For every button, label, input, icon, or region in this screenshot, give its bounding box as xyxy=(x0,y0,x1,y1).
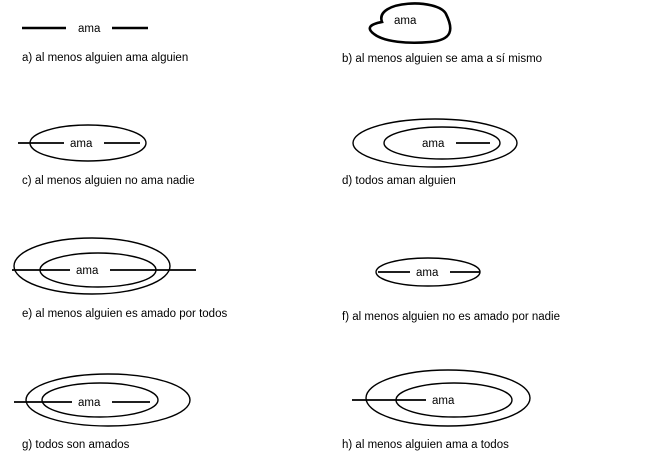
figure-label-f: ama xyxy=(416,267,439,279)
figure-caption-f: f) al menos alguien no es amado por nadie xyxy=(342,311,561,323)
figure-a xyxy=(0,8,320,52)
figure-cell-e xyxy=(0,232,320,322)
figure-label-b: ama xyxy=(394,15,417,27)
figure-label-d: ama xyxy=(422,138,445,150)
figure-h xyxy=(330,360,670,434)
figure-c xyxy=(0,118,320,172)
figure-cell-g xyxy=(0,368,320,458)
figure-label-c: ama xyxy=(70,138,93,150)
figure-cell-h xyxy=(330,360,670,456)
figure-caption-h: h) al menos alguien ama a todos xyxy=(342,439,509,451)
figure-b xyxy=(330,2,670,54)
figure-caption-a: a) al menos alguien ama alguien xyxy=(22,52,189,64)
figure-g xyxy=(0,368,320,434)
figure-label-h: ama xyxy=(432,395,455,407)
figure-d xyxy=(330,112,670,174)
figure-caption-b: b) al menos alguien se ama a sí mismo xyxy=(342,53,543,65)
figure-cell-b xyxy=(330,2,670,74)
figure-caption-d: d) todos aman alguien xyxy=(342,175,456,187)
outer-oval-g xyxy=(26,374,190,426)
figure-cell-c xyxy=(0,118,320,190)
figure-cell-a xyxy=(0,8,320,72)
figure-label-e: ama xyxy=(76,265,99,277)
figure-cell-f xyxy=(330,248,670,328)
figure-label-g: ama xyxy=(78,397,101,409)
figure-e xyxy=(0,232,320,304)
figure-caption-e: e) al menos alguien es amado por todos xyxy=(22,308,228,320)
figure-label-a: ama xyxy=(78,23,101,35)
figure-f xyxy=(330,248,670,298)
figure-caption-c: c) al menos alguien no ama nadie xyxy=(22,175,195,187)
figure-caption-g: g) todos son amados xyxy=(22,439,130,451)
figure-cell-d xyxy=(330,112,670,192)
